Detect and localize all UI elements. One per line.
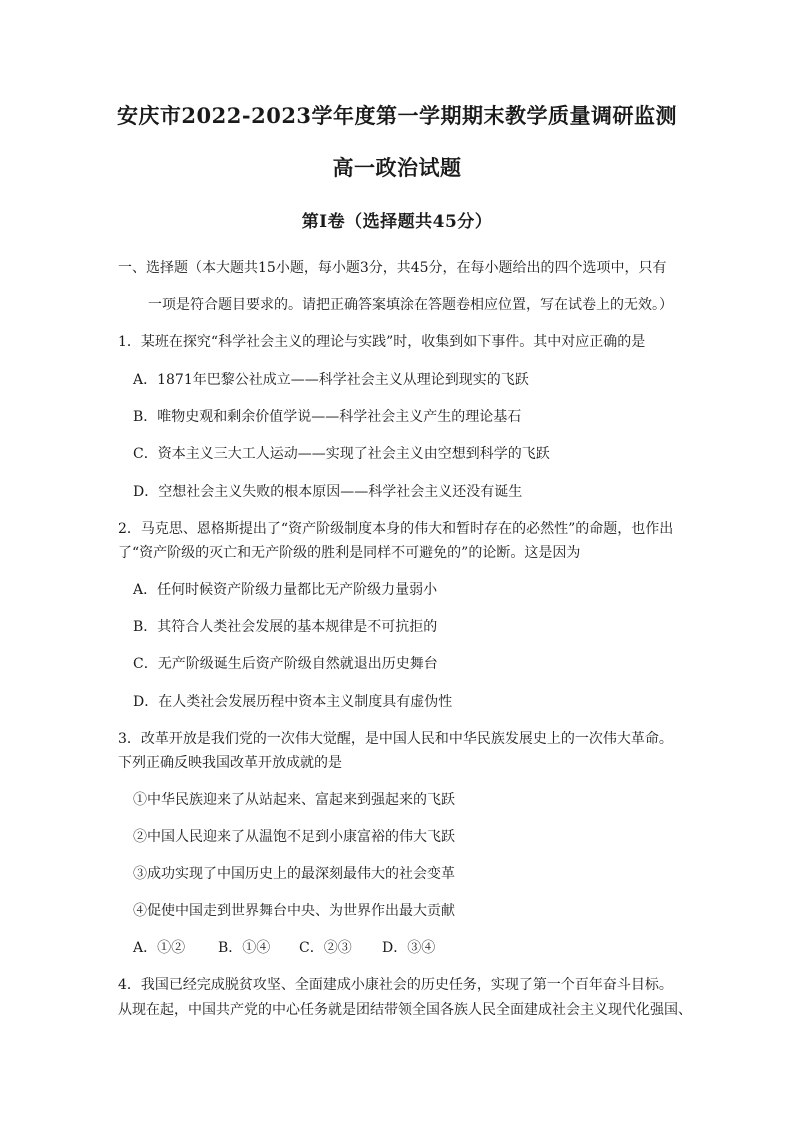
- question-3-stem-line-2: 下列正确反映我国改革开放成就的是: [118, 755, 342, 771]
- question-1-option-b: B．唯物史观和剩余价值学说——科学社会主义产生的理论基石: [133, 409, 522, 425]
- question-4-stem-line-1: 4．我国已经完成脱贫攻坚、全面建成小康社会的历史任务，实现了第一个百年奋斗目标。: [118, 977, 673, 993]
- question-2-option-a: A．任何时候资产阶级力量都比无产阶级力量弱小: [133, 582, 438, 598]
- question-1-option-d: D．空想社会主义失败的根本原因——科学社会主义还没有诞生: [133, 484, 523, 500]
- question-3-statement-3: ③成功实现了中国历史上的最深刻最伟大的社会变革: [133, 866, 455, 882]
- question-3-choice-a: A．①②: [133, 940, 186, 956]
- question-2-stem-line-2: 了“资产阶级的灭亡和无产阶级的胜利是同样不可避免的”的论断。这是因为: [118, 545, 581, 561]
- exam-title: 安庆市2022-2023学年度第一学期期末教学质量调研监测: [116, 103, 678, 128]
- question-3-choice-c: C．②③: [299, 940, 352, 956]
- question-2-stem-line-1: 2．马克思、恩格斯提出了“资产阶级制度本身的伟大和暂时存在的必然性”的命题，也作出: [118, 521, 674, 537]
- question-3-statement-2: ②中国人民迎来了从温饱不足到小康富裕的伟大飞跃: [133, 829, 455, 845]
- question-3-statement-1: ①中华民族迎来了从站起来、富起来到强起来的飞跃: [133, 792, 455, 808]
- question-2-option-c: C．无产阶级诞生后资产阶级自然就退出历史舞台: [133, 656, 438, 672]
- exam-subject-title: 高一政治试题: [332, 155, 462, 180]
- question-3-choices: [133, 937, 435, 957]
- instructions-line-2: 一项是符合题目要求的。请把正确答案填涂在答题卷相应位置，写在试卷上的无效。）: [148, 297, 673, 313]
- instructions-line-1: 一、选择题（本大题共15小题，每小题3分，共45分，在每小题给出的四个选项中，只有: [118, 260, 667, 276]
- question-3-stem-line-1: 3．改革开放是我们党的一次伟大觉醒，是中国人民和中华民族发展史上的一次伟大革命。: [118, 731, 673, 747]
- section-title: 第Ⅰ卷（选择题共45分）: [301, 212, 493, 232]
- question-2-option-b: B．其符合人类社会发展的基本规律是不可抗拒的: [133, 619, 438, 635]
- question-4-stem-line-2: 从现在起，中国共产党的中心任务就是团结带领全国各族人民全面建成社会主义现代化强国、: [118, 1002, 692, 1018]
- question-1-option-a: A．1871年巴黎公社成立——科学社会主义从理论到现实的飞跃: [133, 372, 529, 388]
- question-2-option-d: D．在人类社会发展历程中资本主义制度具有虚伪性: [133, 694, 453, 710]
- question-1-stem: 1．某班在探究“科学社会主义的理论与实践”时，收集到如下事件。其中对应正确的是: [118, 334, 646, 350]
- question-3-choice-d: D．③④: [382, 940, 436, 956]
- question-1-option-c: C．资本主义三大工人运动——实现了社会主义由空想到科学的飞跃: [133, 446, 550, 462]
- question-3-choice-b: B．①④: [218, 940, 271, 956]
- question-3-statement-4: ④促使中国走到世界舞台中央、为世界作出最大贡献: [133, 903, 455, 919]
